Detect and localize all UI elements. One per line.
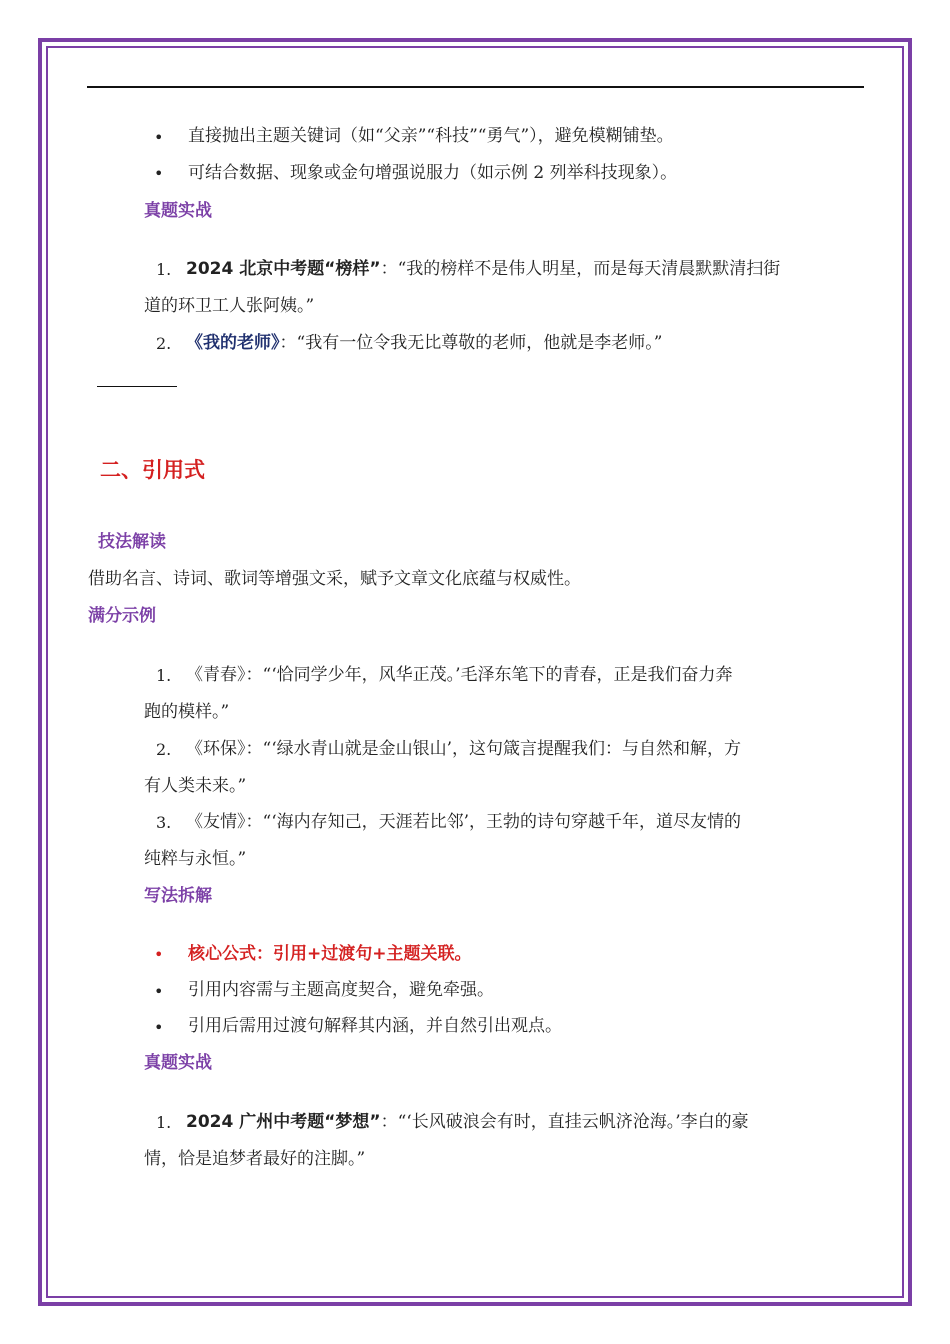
- practice-quote-cont: 道的环卫工人张阿姨。”: [144, 296, 315, 316]
- bullet-icon: •: [154, 164, 164, 183]
- breakdown-formula: 核心公式：引用+过渡句+主题关联。: [188, 944, 472, 964]
- list-number: 3.: [156, 813, 172, 832]
- technique-text: 借助名言、诗词、歌词等增强文采，赋予文章文化底蕴与权威性。: [88, 569, 581, 589]
- bullet-icon: •: [154, 1018, 164, 1037]
- practice-heading: 真题实战: [144, 1053, 212, 1073]
- example-line-cont: 跑的模样。”: [144, 702, 230, 722]
- example-line-cont: 有人类未来。”: [144, 776, 247, 796]
- practice-quote: “我有一位令我无比尊敬的老师，他就是李老师。”: [296, 333, 663, 353]
- bullet-text: 直接抛出主题关键词（如“父亲”“科技”“勇气”），避免模糊铺垫。: [188, 126, 674, 146]
- practice-colon: ：: [380, 1112, 398, 1132]
- practice-quote-cont: 情，恰是追梦者最好的注脚。”: [144, 1149, 366, 1169]
- practice-quote: “‘长风破浪会有时，直挂云帆济沧海。’李白的豪: [397, 1112, 749, 1132]
- breakdown-item: 引用后需用过渡句解释其内涵，并自然引出观点。: [188, 1016, 562, 1036]
- technique-heading: 技法解读: [98, 532, 166, 552]
- example-line-cont: 纯粹与永恒。”: [144, 849, 247, 869]
- list-number: 2.: [156, 334, 172, 353]
- list-number: 1.: [156, 260, 172, 279]
- example-line: 《友情》：“‘海内存知己，天涯若比邻’，王勃的诗句穿越千年，道尽友情的: [186, 812, 741, 832]
- practice-item: [144, 325, 860, 362]
- section-title: 二、引用式: [100, 458, 205, 482]
- practice-item: [144, 1104, 860, 1178]
- breakdown-heading: 写法拆解: [144, 886, 212, 906]
- example-item: [144, 804, 860, 878]
- example-item: [144, 657, 860, 731]
- list-number: 2.: [156, 740, 172, 759]
- bullet-icon: •: [154, 945, 164, 964]
- bullet-text: 可结合数据、现象或金句增强说服力（如示例 2 列举科技现象）。: [188, 163, 678, 183]
- short-divider: [97, 386, 177, 387]
- bullet-icon: •: [154, 982, 164, 1001]
- breakdown-item: 引用内容需与主题高度契合，避免牵强。: [188, 980, 494, 1000]
- list-number: 1.: [156, 1113, 172, 1132]
- bullet-icon: •: [154, 128, 164, 147]
- practice-quote: “我的榜样不是伟人明星，而是每天清晨默默清扫街: [397, 259, 781, 279]
- example-item: [144, 731, 860, 805]
- example-heading: 满分示例: [88, 606, 156, 626]
- list-number: 1.: [156, 666, 172, 685]
- practice-lead: 2024 北京中考题“榜样”: [186, 259, 381, 279]
- practice-colon: ：: [380, 259, 398, 279]
- practice-item: [144, 251, 860, 325]
- practice-heading: 真题实战: [144, 201, 212, 221]
- practice-lead: 《我的老师》: [186, 333, 280, 353]
- example-line: 《环保》：“‘绿水青山就是金山银山’，这句箴言提醒我们：与自然和解，方: [186, 739, 741, 759]
- example-line: 《青春》：“‘恰同学少年，风华正茂。’毛泽东笔下的青春，正是我们奋力奔: [186, 665, 733, 685]
- top-divider: [87, 86, 864, 88]
- practice-colon: ：: [279, 333, 297, 353]
- practice-lead: 2024 广州中考题“梦想”: [186, 1112, 381, 1132]
